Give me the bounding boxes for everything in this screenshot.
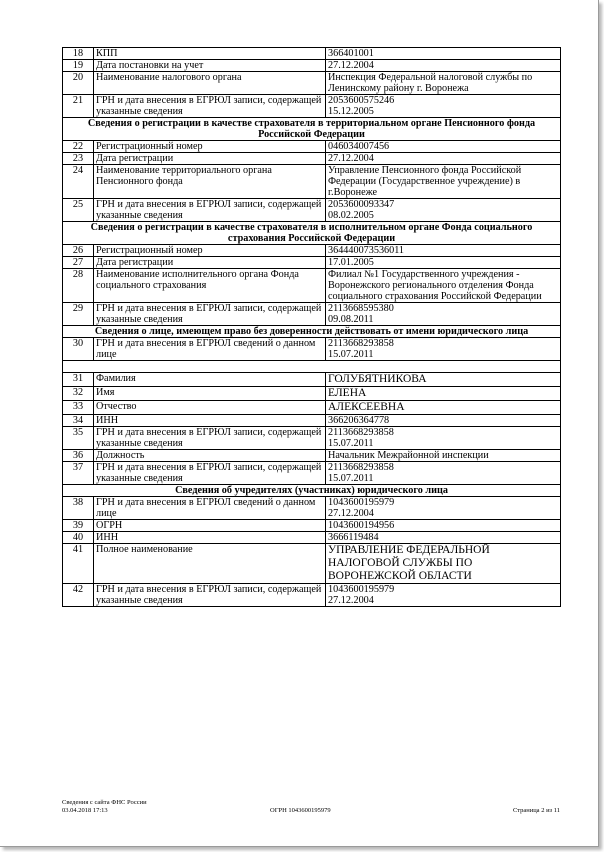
field-label: ИНН (94, 532, 326, 544)
spacer-row (63, 361, 561, 373)
egrul-extract-table (62, 47, 561, 607)
table-row (63, 497, 561, 520)
section-header-row (63, 485, 561, 497)
table-row (63, 257, 561, 269)
row-number: 18 (63, 48, 94, 60)
row-number: 23 (63, 153, 94, 165)
row-number: 27 (63, 257, 94, 269)
field-value: ЕЛЕНА (326, 387, 561, 401)
field-label: ГРН и дата внесения в ЕГРЮЛ сведений о данном лице (94, 497, 326, 520)
field-label: Регистрационный номер (94, 245, 326, 257)
field-label: Отчество (94, 401, 326, 415)
table-row (63, 387, 561, 401)
field-label: ГРН и дата внесения в ЕГРЮЛ записи, содержащей указанные сведения (94, 584, 326, 607)
field-value: 2113668595380 09.08.2011 (326, 303, 561, 326)
section-title: Сведения о регистрации в качестве страхователя в исполнительном органе Фонда социального страхования Российской Федерации (63, 222, 561, 245)
field-value: 1043600195979 27.12.2004 (326, 584, 561, 607)
table-row (63, 165, 561, 199)
field-value: Инспекция Федеральной налоговой службы по Ленинскому району г. Воронежа (326, 72, 561, 95)
table-row (63, 269, 561, 303)
row-number: 28 (63, 269, 94, 303)
field-label: ГРН и дата внесения в ЕГРЮЛ записи, содержащей указанные сведения (94, 199, 326, 222)
field-label: Полное наименование (94, 544, 326, 584)
row-number: 20 (63, 72, 94, 95)
table-row (63, 450, 561, 462)
row-number: 25 (63, 199, 94, 222)
table-row (63, 141, 561, 153)
row-number: 41 (63, 544, 94, 584)
row-number: 24 (63, 165, 94, 199)
field-label: КПП (94, 48, 326, 60)
table-row (63, 373, 561, 387)
field-label: ГРН и дата внесения в ЕГРЮЛ записи, содержащей указанные сведения (94, 303, 326, 326)
field-value: УПРАВЛЕНИЕ ФЕДЕРАЛЬНОЙ НАЛОГОВОЙ СЛУЖБЫ ПО ВОРОНЕЖСКОЙ ОБЛАСТИ (326, 544, 561, 584)
field-label: ГРН и дата внесения в ЕГРЮЛ записи, содержащей указанные сведения (94, 95, 326, 118)
row-number: 26 (63, 245, 94, 257)
row-number: 33 (63, 401, 94, 415)
table-row (63, 48, 561, 60)
row-number: 29 (63, 303, 94, 326)
row-number: 21 (63, 95, 94, 118)
field-label: Наименование исполнительного органа Фонда социального страхования (94, 269, 326, 303)
table-row (63, 60, 561, 72)
field-value: АЛЕКСЕЕВНА (326, 401, 561, 415)
table-body (63, 48, 561, 607)
field-value: ГОЛУБЯТНИКОВА (326, 373, 561, 387)
table-row (63, 245, 561, 257)
section-header-row (63, 222, 561, 245)
field-value: 046034007456 (326, 141, 561, 153)
field-value: 3666119484 (326, 532, 561, 544)
field-value: 27.12.2004 (326, 153, 561, 165)
field-value: 1043600195979 27.12.2004 (326, 497, 561, 520)
table-row (63, 415, 561, 427)
field-value: 366206364778 (326, 415, 561, 427)
table-row (63, 544, 561, 584)
section-header-row (63, 118, 561, 141)
row-number: 19 (63, 60, 94, 72)
field-label: Фамилия (94, 373, 326, 387)
field-label: Дата регистрации (94, 153, 326, 165)
field-value: 1043600194956 (326, 520, 561, 532)
field-label: Дата постановки на учет (94, 60, 326, 72)
footer-source-label: Сведения с сайта ФНС России (62, 799, 147, 806)
field-label: ИНН (94, 415, 326, 427)
table-row (63, 520, 561, 532)
field-label: ГРН и дата внесения в ЕГРЮЛ записи, содержащей указанные сведения (94, 462, 326, 485)
table-row (63, 153, 561, 165)
row-number: 40 (63, 532, 94, 544)
row-number: 30 (63, 338, 94, 361)
table-row (63, 95, 561, 118)
field-label: ГРН и дата внесения в ЕГРЮЛ записи, содержащей указанные сведения (94, 427, 326, 450)
row-number: 22 (63, 141, 94, 153)
field-value: 27.12.2004 (326, 60, 561, 72)
table-row (63, 338, 561, 361)
field-label: ГРН и дата внесения в ЕГРЮЛ сведений о данном лице (94, 338, 326, 361)
row-number: 38 (63, 497, 94, 520)
field-value: 366401001 (326, 48, 561, 60)
table-row (63, 401, 561, 415)
field-label: Дата регистрации (94, 257, 326, 269)
spacer-cell (63, 361, 561, 373)
field-value: Управление Пенсионного фонда Российской Федерации (Государственное учреждение) в г.Воронеже (326, 165, 561, 199)
field-value: Филиал №1 Государственного учреждения - Воронежского регионального отделения Фонда социального страхования Российской Федерации (326, 269, 561, 303)
row-number: 32 (63, 387, 94, 401)
field-value: 2053600093347 08.02.2005 (326, 199, 561, 222)
section-header-row (63, 326, 561, 338)
row-number: 37 (63, 462, 94, 485)
field-label: Регистрационный номер (94, 141, 326, 153)
footer-source (62, 799, 222, 815)
field-value: 2113668293858 15.07.2011 (326, 462, 561, 485)
section-title: Сведения об учредителях (участниках) юридического лица (63, 485, 561, 497)
field-label: ОГРН (94, 520, 326, 532)
row-number: 35 (63, 427, 94, 450)
row-number: 42 (63, 584, 94, 607)
field-value: 17.01.2005 (326, 257, 561, 269)
field-value: 2053600575246 15.12.2005 (326, 95, 561, 118)
footer-ogrn: ОГРН 1043600195979 (270, 807, 331, 814)
section-title: Сведения о регистрации в качестве страхователя в территориальном органе Пенсионного фонда Российской Федерации (63, 118, 561, 141)
field-value: 2113668293858 15.07.2011 (326, 427, 561, 450)
row-number: 31 (63, 373, 94, 387)
field-label: Наименование налогового органа (94, 72, 326, 95)
table-row (63, 199, 561, 222)
field-label: Должность (94, 450, 326, 462)
field-value: 2113668293858 15.07.2011 (326, 338, 561, 361)
table-row (63, 532, 561, 544)
field-label: Наименование территориального органа Пенсионного фонда (94, 165, 326, 199)
table-row (63, 462, 561, 485)
field-label: Имя (94, 387, 326, 401)
section-title: Сведения о лице, имеющем право без доверенности действовать от имени юридического лица (63, 326, 561, 338)
row-number: 39 (63, 520, 94, 532)
row-number: 34 (63, 415, 94, 427)
field-value: Начальник Межрайонной инспекции (326, 450, 561, 462)
table-row (63, 72, 561, 95)
table-row (63, 427, 561, 450)
table-row (63, 584, 561, 607)
footer-page-number: Страница 2 из 11 (512, 807, 560, 814)
footer-datetime: 03.04.2018 17:13 (62, 807, 108, 814)
field-value: 364440073536011 (326, 245, 561, 257)
table-row (63, 303, 561, 326)
row-number: 36 (63, 450, 94, 462)
